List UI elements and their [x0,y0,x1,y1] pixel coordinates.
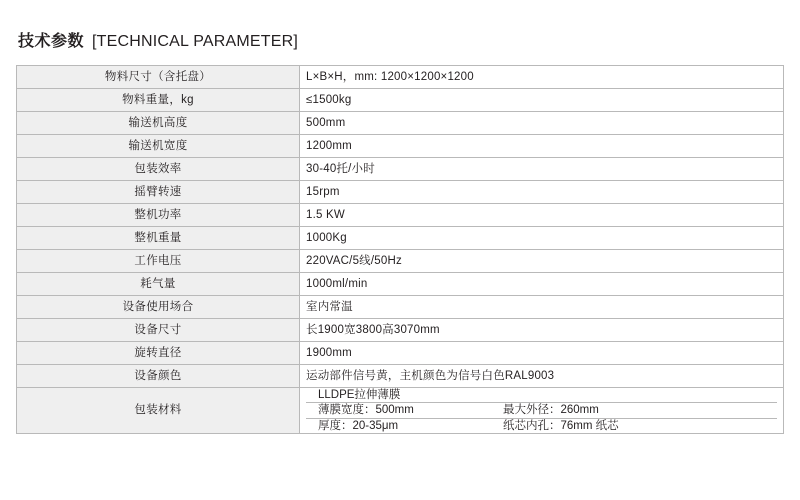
table-row [17,181,784,204]
table-body [17,66,784,434]
row-value: 1.5 KW [300,204,784,227]
page-title-en: [TECHNICAL PARAMETER] [92,33,299,50]
table-row [17,112,784,135]
table-row [17,158,784,181]
packaging-material: LLDPE拉伸薄膜 [318,389,401,401]
row-value: 1000ml/min [300,273,784,296]
row-value: 1900mm [300,342,784,365]
row-label: 摇臂转速 [17,181,300,204]
packaging-line-material [306,388,777,402]
table-row [17,135,784,158]
technical-parameter-table [16,65,784,434]
row-label: 物料尺寸（含托盘） [17,66,300,89]
table-row [17,89,784,112]
row-label: 整机重量 [17,227,300,250]
row-value: 500mm [300,112,784,135]
row-label: 整机功率 [17,204,300,227]
table-row [17,365,784,388]
row-value: L×B×H，mm: 1200×1200×1200 [300,66,784,89]
page-title [16,28,784,51]
row-value: 15rpm [300,181,784,204]
table-row [17,319,784,342]
table-row [17,227,784,250]
row-label: 旋转直径 [17,342,300,365]
row-label: 包装材料 [17,388,300,434]
row-value: 长1900宽3800高3070mm [300,319,784,342]
table-row-packaging [17,388,784,434]
page-title-cn: 技术参数 [18,33,85,50]
row-label: 工作电压 [17,250,300,273]
table-row [17,250,784,273]
table-row [17,66,784,89]
row-value: 1000Kg [300,227,784,250]
film-thickness: 厚度：20-35μm [318,419,399,432]
row-label: 输送机高度 [17,112,300,135]
packaging-line-thickness [306,418,777,433]
table-row [17,273,784,296]
row-value: 室内常温 [300,296,784,319]
row-label: 包装效率 [17,158,300,181]
film-width: 薄膜宽度：500mm [318,404,414,417]
row-label: 耗气量 [17,273,300,296]
row-label: 物料重量，kg [17,89,300,112]
row-value: 30-40托/小时 [300,158,784,181]
table-row [17,342,784,365]
packaging-details [306,388,777,433]
row-label: 输送机宽度 [17,135,300,158]
core-inner-hole: 纸芯内孔：76mm 纸芯 [503,419,619,432]
table-row [17,296,784,319]
packaging-line-width [306,402,777,417]
row-value: 运动部件信号黄，主机颜色为信号白色RAL9003 [300,365,784,388]
row-value: ≤1500kg [300,89,784,112]
row-value-packaging [300,388,784,434]
row-label: 设备尺寸 [17,319,300,342]
row-label: 设备颜色 [17,365,300,388]
max-outer-diameter: 最大外径：260mm [503,404,599,417]
row-label: 设备使用场合 [17,296,300,319]
table-row [17,204,784,227]
row-value: 1200mm [300,135,784,158]
row-value: 220VAC/5线/50Hz [300,250,784,273]
